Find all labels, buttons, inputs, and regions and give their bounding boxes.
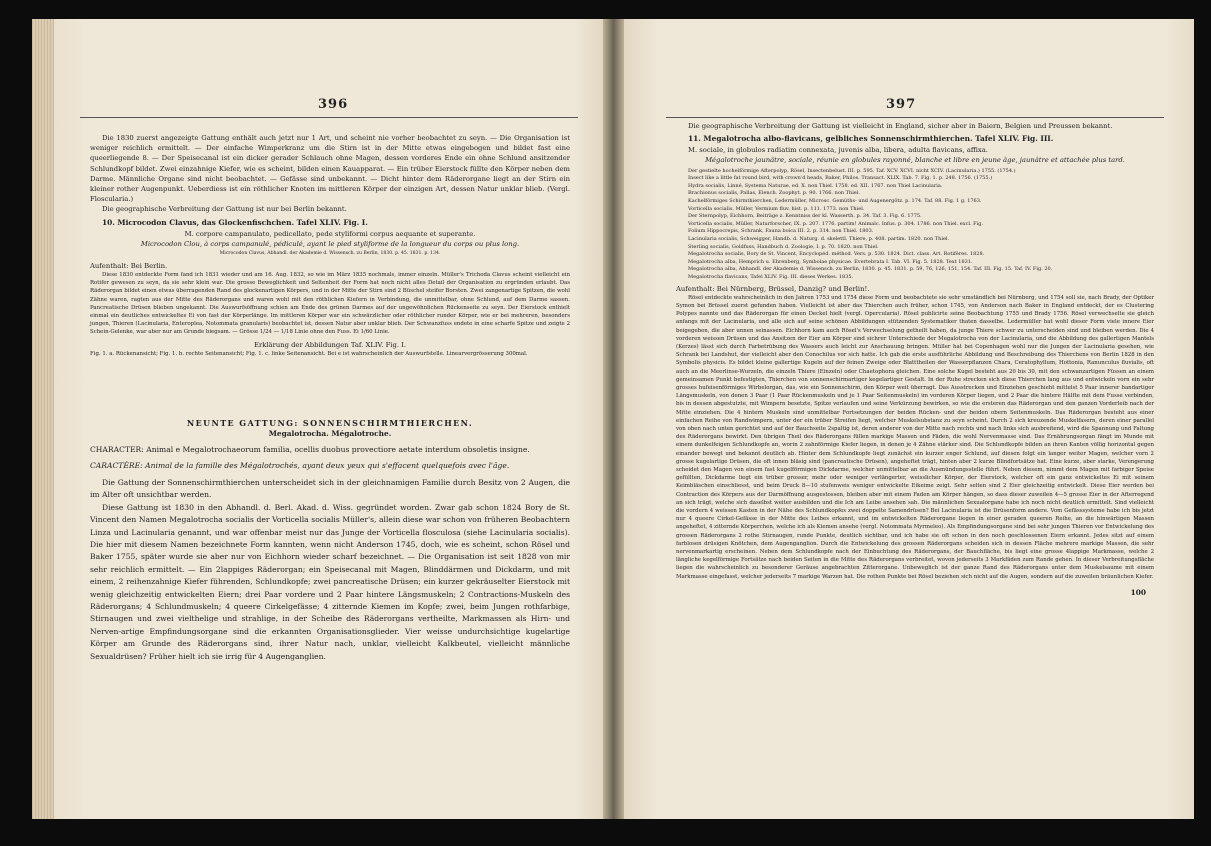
reference-item: Vorticella socialis, Müller, Vermium fluv. hist. p. 111. 1773. non Thiel. <box>688 205 865 212</box>
paragraph: Rösel entdeckte wahrscheinlich in den Jahren 1753 und 1754 diese Form und beobachtete sie sehr umständlich bei Nürnberg, und 1754 soll sie, nach Brady, der Optiker Symon bei Brüssel zuerst gefunden haben. Vielleicht ist aber das Thierchen auch früher, schon 1745, von Anderson nach Baker in England entdeckt, der es Clustering Polypes nannte und das Räderorgan für einen Deckel hielt (vergl. Opercularia). Rösel publicirte seine Beobachtung 1755 und Brady 1756. Rösel verwechselte sie gleich anfangs mit der Lacinularia, und alle sich auf seine schönen Abbildungen stützenden Systematiker thaten dasselbe. Ledermüller hat wohl dieser Form viele innere Eier beigegeben, die aber unnen seinassen. Eichhorn kam auch Rösel's Verwechselung getheilt haben, da junge Thiere schwer zu unterscheiden sind und bleiben werden. Die 4 vorderen weissen Drüsen und das Ansitzen der Eier am Körper sind sichrer Unterschiede der Megalotrocha von der Lacinularia, und die Abbildung des gallertigen Mantels (Kerzes) lässt sich durch Farbetrübung des Wassers auch leicht zur Anschauung bringen. Müller hat bei Copenhagen wohl nur die Jungen der Lacinularia gesehen, wie Schrank bei Landshut, der vielleicht aber den Conochilus vor sich hatte. Ich gab die erste ausführliche Abbildung und Beschreibung des Thierchens von Berlin 1828 in den Symbolis physicis. Es bildet kleine gallertige Kugeln auf der feinen Zweige oder Blatttheilen der Wasserpflanzen Chara, Ceratophyllum, Hottonia, Ranunculus fluvialis, oft auch an die Meerlinse-Wurzeln, die einzeln Thiere (Einzeln) oder Chaetophora gleichen. Eine solche Kugel besteht aus 20 bis 30, mit den schwanzartigen Füssen an einem gemeinsamen Punkt befestigten, Thierchen von sonnenschirmartiger kegelartiger Gestalt. In der Ruhe strecken sich diese Thierchen lang aus und entwickeln vorn ein sehr grosses hufeisenförmiges Wirbelorgan, das, wie ein Sonnenschirm, den Körper weit überragt. Das Ausstrecken und Einziehen geschieht mittelst 5 Paar innerer bandartiger Längsmuskeln, von denen 3 Paar (1 Paar Rückenmuskeln und je 1 Paar Seitenmuskeln) im vorderen Körper liegen, und 2 Paar die hintere Hälfte mit dem Fusse verbinden, bis in dessen abgestutzte, mit Wimpern besetzte, Spitze verlaufen und seine Verkürzung bewirken, so wie die ersteren das Räderorgan und den ganzen Vorderleib nach der Mitte einziehen. Die 4 hintern Muskeln sind unmittelbar Fortsetzungen der beiden Rücken- und der beiden obern Seitenmuskeln. Das Räderorgan besteht aus einer einfachen Reihe von Randwimpern, unter der ein trüber Streifen liegt, welcher Muskelsubstanz zu seyn scheint. Durch 2 sich kreuzende Muskelfasern, deren einer parallel von oben nach unten gerichtet und auf der Bauchseite 2spaltig ist, deren anderer von der Mitte nach rechts und nach links sich ausbreitend, wird die Spannung und Faltung des Räderorgans bewirkt. Den übrigen Theil des Räderorgans füllen markige Massen und Fäden, die wohl Nervenmasse sind. Das Ernährungsorgan fängt im Munde mit einem dunkelfeigen Schlundkopfe an, worin 2 zahnförmige Kiefer liegen, in denen je 4 Zähne stärker sind. Die Schlundkopfe bilden an ihren Kanten völlig horizontal gegen einander bewegt und bekannt deutlich ab. Hinter dem Schlundkopfe liegt zunächst ein kurzer enger Schlund, auf diesen folgt ein langer weiter Magen, welcher vorn 2 grosse kugelartige Drüsen, die oft innen bläsig sind (pancreatische Drüsen), angeheftet trägt, hinten aber 2 kurze Blindfortsätze hat. Eine kurze, aber starke, Verengerung scheidet den Magen von einem fast kugelförmigen Dickdarme, welcher unmittelbar an die Ausmündungsstelle führt. Neben diesem, nimmt dem Magen mit farbiger Speise gefüllten, Dickdarme liegt ein trüber grosser, mehr oder weniger verlängerter, weisslicher Körper, der Eierstock, welcher oft ein ganz entwickeltes Ei mit seinem Keimbläschen einschliesst, und beim Druck 8—10 stufenweis weniger entwickelte Eikeime zeigt. Sehr selten sind 2 Eier gleichzeitig entwickelt. Diese Eier werden bei Contraction des Körpers aus der Darmöffnung ausgestossen, bleiben aber mit einem Faden am Körper hängen, so dass dieser zuweilen 4—5 grosse Eier in der Afterregend an sich trägt, welche sich daselbst weiter ausbilden und die Ich am Leibe ansehen sah. Die männlichen Sexualorgane habe ich noch nicht deutlich ermittelt. Sind vielleicht die vordern 4 weissen Kasten in der Nähe des Schlundkopfes zwei doppelte Samendrüsen? Bei Lacinularia ist die Drüsenform andere. Vom Gefässsysteme habe ich bis jetzt nur 4 queere Cirkel-Gefässe in der Mitte des Leibes erkannt, und im entwickelten Räderorgane liegen in einer geraden queeren Reihe, an die hinwärtigen Massen angeheftet, 4 zitternde Körperchen, welche ich als Kiemen ansehe (vergl. Notommata Myrmeleo). Als Empfindungsorgane sind bei sehr jungen Thieren vor Entwickelung des grossen Räderorgans 2 rothe Stirnaugen, runde Punkte, deutlich sichtbar, und ich habe sie oft schon in den noch geschlossenen Eiern erkannt. Jedes sitzt auf einem farblosen drüsigen Knötchen, dem Augenganglion. Durch die Entwickelung des grossen Räderorgans scheiden sich in dessen Fläche mehrere markige Massen, die sehr nervenmarkartig erscheinen. Neben dem Schlundkopfe nach der Einbuchtung des Räderorgans, der Bauchfläche, bis liegt eine grosse 4lappige Markmasse, welche 2 längliche kegelförmige Fortsätze nach beiden Seiten in die Mitte des Räderorgans verbreitet, wovon jederseits 3 Markfäden zum Rande gehen. In dieser Verbreitungsfläche liegen die wahrscheinlich zu besonderer Geräuse angebrachten Zitterorgane. Unbeweglich ist der ganze Rand des Räderorgans unter dem Muskelsaume mit einem Markmasse eingefasst, welcher jederseits 7 markige Warzen hat. Die rothen Punkte bei Rösel beziehen sich nicht auf die Augen, sondern auf die zuweilen bräunlichen Kiefer. <box>676 294 1154 580</box>
synonymy-list <box>676 168 1154 282</box>
paragraph: Die geographische Verbreitung der Gattung ist nur bei Berlin bekannt. <box>102 205 347 214</box>
reference-item: Megalotrocha flavicans, Tafel XLIV. Fig. III. dieses Werkes. 1835. <box>688 273 854 280</box>
reference-item: Megalotrocha alba, Abhandl. der Akademie d. Wissensch. zu Berlin, 1830. p. 45. 1831. p. 59, 76, 126, 151, 154. Taf. III. Fig. 15. Taf. IV. Fig. 20. <box>688 266 1053 273</box>
page-number: 396 <box>318 97 349 112</box>
figure-heading: Erklärung der Abbildungen Taf. XLIV. Fig. I. <box>254 340 406 349</box>
right-page <box>624 19 1194 819</box>
habitat: Aufenthalt: Bei Nürnberg, Brüssel, Danzig? und Berlin!. <box>676 284 870 293</box>
species-heading: 10. Microcodon Clavus, das Glockenfischchen. Tafel XLIV. Fig. I. <box>102 217 368 227</box>
reference-item: Vorticella socialis, Müller, Naturforscher, IX. p. 207. 1776. partim! Animalc. Infus. p. 304. 1786. non Thiel. excl. Fig. <box>688 220 984 227</box>
genus-subheading: Megalotrocha. Mégalotroche. <box>268 429 392 439</box>
header-rule <box>666 117 1164 118</box>
paragraph: Die 1830 zuerst angezeigte Gattung enthält auch jetzt nur 1 Art, und scheint nie vorher beobachtet zu seyn. — Die Organisation ist weniger reichlich ermittelt. — Der einfache Wimperkranz um die Stirn ist in der Mitte etwas eingebogen und bildet fast eine queerliegende 8. — Der Speisecanal ist ein dicker gerader Schlauch ohne Magen, dessen vorderes Ende ein ohne Schlund ansitzender Schlundkopf bildet. Zwei einzahnige Kiefer, wie es scheint, bilden einen Kauapparat. — Ein trüber Eierstock füllte den Körper neben dem Darme. Männliche Organe sind nicht beobachtet. — Gefässe sind unbekannt. — Dicht hinter dem Räderorgane liegt an der Stirn ein kleiner rother Augenpunkt. Ueberdiess ist ein röthlicher Knoten im mittleren Körper der einzigen Art, dessen Natur unklar blieb. (Vergl. Floscularia.) <box>90 134 570 204</box>
reference-item: Hydra socialis, Linné, Systema Naturae, ed. X. non Thiel. 1758. ed. XII. 1767. non Thiel Lacinularia. <box>688 182 943 189</box>
reference-item: Kachelförmiges Schirmthierchen, Ledermüller, Microsc. Gemüths- und Augenergötz. p. 174. Taf. 88. Fig. 1 g. 1763. <box>688 197 982 204</box>
page-edge-stack <box>32 19 54 819</box>
right-page-text <box>676 121 1154 599</box>
reference-item: Der Sternpolyp, Eichhorn, Beiträge z. Kenntniss der kl. Wasserth. p. 34. Taf. 3. Fig. 6. 1775. <box>688 213 922 220</box>
reference-item: Sterling socialis, Goldfuss, Handbuch d. Zoologie, I. p. 70. 1820. non Thiel. <box>688 243 879 250</box>
paragraph: Die Gattung der Sonnenschirmthierchen unterscheidet sich in der gleichnamigen Familie durch Besitz von 2 Augen, die im Alter oft unsichtbar werden. <box>90 477 570 500</box>
reference-item: Insect like a little fat round bird, with crown'd heads, Baker, Philos. Transact. XLIX. Tab. 7. Fig. 1. p. 248. 1756. (1755.) <box>688 175 993 182</box>
latin-diagnosis: M. sociale, in globulos radiatim connexata, juvenis alba, libera, adulta flavicans, affixa. <box>688 146 988 155</box>
left-page <box>32 19 603 819</box>
habitat: Aufenthalt: Bei Berlin. <box>90 261 168 270</box>
character: CHARACTER: Animal e Megalotrochaeorum familia, ocellis duobus provectiore aetate interdum obsoletis insigne. <box>90 445 530 455</box>
reference-item: Der gestielte hochelförmige Afterpolyp, Rösel, Insectenbelust. III. p. 595. Taf. XCV. XCVI. nicht XCIV. (Lacinularia.) 1755. (1754.) <box>688 167 1016 174</box>
reference-item: Lacinularia socialis, Schweigger, Handb. d. Naturg. d. skelettl. Thiere, p. 408. partim. 1820. non Thiel. <box>688 235 950 242</box>
catchword: 100 <box>1130 587 1146 597</box>
reference-item: Megalotrocha socialis, Bory de St. Vincent, Encyclopéd. méthod. Vers. p. 530. 1824. Dict. class. Art. Rotifères. 1828. <box>688 251 985 258</box>
reference: Microcodon Clavus, Abhandl. der Akademie d. Wissensch. zu Berlin, 1830. p. 45. 1831. p. 134. <box>219 251 441 257</box>
latin-diagnosis: M. corpore campanulato, pedicellato, pede styliformi corpus aequante et superante. <box>184 229 476 238</box>
reference-item: Megalotrocha alba, Hemprich u. Ehrenberg, Symbolae physicae. Evertebrata I. Tab. VI. Fig. 5. 1828. Text 1831. <box>688 258 973 265</box>
paragraph: Die geographische Verbreitung der Gattung ist vielleicht in England, sicher aber in Baiern, Belgien und Preussen bekannt. <box>688 122 1113 130</box>
french-diagnosis: Mégalotroche jaunâtre, sociale, réunie en globules rayonné, blanche et libre en jeune âge, jaunâtre et attachée plus tard. <box>705 156 1125 165</box>
page-number: 397 <box>886 97 917 112</box>
reference-item: Folium Hippocrepis, Schrank, Fauna boica III. 2. p. 314. non Thiel. 1803. <box>688 228 874 235</box>
paragraph: Diese Gattung ist 1830 in den Abhandl. d. Berl. Akad. d. Wiss. gegründet worden. Zwar gab schon 1824 Bory de St. Vincent den Namen Megalotrocha socialis der Vorticella socialis Müller's, allein diese war schon von früheren Beobachtern Linza und Lacinularia genannt, und war offenbar meist nur das Junge der Vorticella flosculosa (siehe Lacinularia socialis). Die hier mit diesem Namen bezeichnete Form kannten, wenn nicht Anderson 1745, doch, wie es scheint, schon Rösel und Baker 1755, später wurde sie aber nur von Eichhorn wieder scharf bezeichnet. — Die Organisation ist seit 1828 von mir sehr reichlich ermittelt. — Ein 2lappiges Räderorgan; ein Speisecanal mit Magen, Blinddärmen und Dickdarm, und mit einem, 2 reihenzahnige Kiefer führenden, Schlundkopfe; zwei pancreatische Drüsen; ein kurzer gekräuselter Eierstock mit wenig gleichzeitig entwickelten Eiern; drei Paar vordere und 2 Paar hintere Längsmuskeln; 2 Contractions-Muskeln des Räderorgans; 4 Schlundmuskeln; 4 queere Cirkelgefässe; 4 zitternde Kiemen im Kopfe; zwei, beim Jungen rothfarbige, Stirnaugen und zwei vielthelige und strahlige, in der Scheibe des Räderorgans vertheilte, Markmassen als Hirn- und Nerven-artige Empfindungsorgane sind die erkannten Organisationsglieder. Vier weisse undurchsichtige kugelartige Körper am Grunde des Räderorgans sind, ihrer Natur nach, unklar, vielleicht Kalkbeutel, vielleicht männliche Sexualdrüsen? Früher hielt ich sie irrig für 4 Augenganglien. <box>90 502 570 661</box>
reference-item: Brachionus socialis, Pallas, Elench. Zoophyt. p. 90. 1766. non Thiel. <box>688 190 860 197</box>
genus-heading: NEUNTE GATTUNG: SONNENSCHIRMTHIERCHEN. <box>186 418 474 429</box>
paragraph: Diese 1830 entdeckte Form fand ich 1831 wieder und am 16. Aug. 1832, so wie im März 1835 nochmals, immer einzeln. Müller's Trichoda Clavus scheint vielleicht ein Rotifer gewesen zu seyn, da sie sehr klein war. Die grosse Beweglichkeit und Seltenheit der Form hat noch nicht alles Detail der Organisation zu ergründen erlaubt. Das Räderorgan bildet einen etwas überragenden Rand des glockenartigen Körpers, und in der Mitte der Stirn sind 2 Büschel steifer Borsten. Zwei zangenartige Spitzen, die wohl Zähne waren, ragten aus der Mitte des Räderorgans und waren wohl mit den röthlichen Kiefern in Verbindung, die unmittelbar, ohne Schlund, auf dem Darme sassen. Pancreatische Drüsen blieben ungekannt. Die Auswurfsöffnung schien am Ende des grünen Darmes auf der ungewöhnlichen Rückenseite zu seyn. Der Eierstock enthielt einmal ein deutliches entwickeltes Ei von fast der Körperlänge. Im mittleren Körper war ein schwärzlicher oder röthlicher runder Körper, wie er bei mehreren, besonders jungen, Thieren (Lacinularia, Enteroplea, Notommata granularis) beobachtet ist, dessen Natur aber unklar blieb. Der Schwanzfuss endete in eine scharfe Spitze und zeigte 2 Schein-Gelenke, war aber nur am Grunde biegsam. — Grösse 1/24 — 1/18 Linie ohne den Fuss. Ei 1/60 Linie. <box>90 272 570 336</box>
caractere: CARACTÈRE: Animal de la famille des Mégalotrochés, ayant deux yeux qui s'effacent quelquefois avec l'âge. <box>90 461 510 471</box>
header-rule <box>80 117 578 118</box>
figure-caption: Fig. 1. a. Rückenansicht; Fig. 1. b. rechte Seitenansicht; Fig. 1. c. linke Seitenansicht. Bei e ist wahrscheinlich der Auswurfstelle. Linearvergrösserung 300mal. <box>90 350 528 357</box>
book-gutter <box>603 19 624 819</box>
species-heading: 11. Megalotrocha albo-flavicans, gelbliches Sonnenschirmthierchen. Tafel XLIV. Fig. III. <box>688 134 1054 144</box>
french-diagnosis: Microcodon Clou, à corps campanulé, pédiculé, ayant le pied styliforme de la longueur du corps ou plus long. <box>140 239 520 248</box>
left-page-text <box>90 133 570 663</box>
